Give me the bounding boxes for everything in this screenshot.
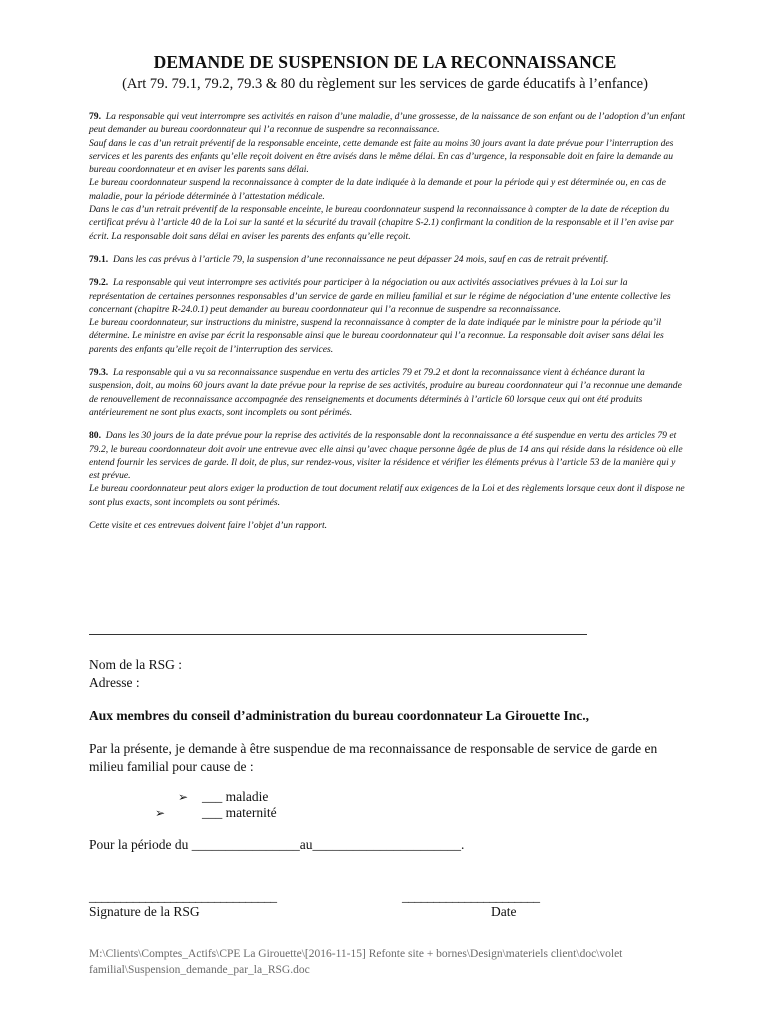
- article-79-1: [89, 253, 685, 266]
- article-79: [89, 110, 685, 243]
- article-text: La responsable qui veut interrompre ses activités en raison d’une maladie, d’une grossesse, de la naissance de son enfant ou de l’adoption d’un enfant peut demander au bureau coordonnateur qui l’a reconnue de suspendre sa reconnaissance.: [89, 111, 685, 136]
- file-path-footer: M:\Clients\Comptes_Actifs\CPE La Girouette\[2016-11-15] Refonte site + bornes\Design\materiels client\doc\volet familial\Suspension_demande_par_la_RSG.doc: [89, 948, 623, 976]
- option-maladie[interactable]: ___ maladie: [202, 789, 269, 804]
- article-number: 79.1.: [89, 253, 109, 265]
- article-text: Dans les 30 jours de la date prévue pour la reprise des activités de la responsable dont la reconnaissance a été suspendue en vertu des articles 79 et 79.2, le bureau coordonnateur doit avoir une entrevue avec elle ainsi qu’avec chaque personne âgée de plus de 14 ans qui réside dans la résidence où elle entend fournir les services de garde. Il doit, de plus, sur rendez-vous, visiter la résidence et vérifier les éléments prévus à l’article 53 de la manière qui y est prévue.: [89, 430, 683, 482]
- adresse-label: Adresse :: [89, 675, 140, 690]
- signature-label: Signature de la RSG: [89, 904, 200, 919]
- article-text: Dans les cas prévus à l’article 79, la suspension d’une reconnaissance ne peut dépasser 24 mois, sauf en cas de retrait préventif.: [112, 253, 609, 265]
- document-title: DEMANDE DE SUSPENSION DE LA RECONNAISSANCE: [153, 52, 617, 72]
- nom-rsg-label: Nom de la RSG :: [89, 657, 182, 672]
- article-number: 80.: [89, 430, 101, 442]
- arrow-bullet-icon: ➢: [178, 790, 189, 804]
- regulation-excerpt: [89, 110, 685, 542]
- article-79-2: [89, 276, 685, 356]
- signature-field[interactable]: ______________________________: [89, 889, 277, 904]
- date-label: Date: [491, 904, 517, 919]
- article-text: Le bureau coordonnateur peut alors exiger la production de tout document relatif aux exigences de la Loi et des règlements lorsque ceux dont il dispose ne sont plus exacts, sont incomplets ou sont périmés.: [89, 483, 685, 508]
- article-text: Le bureau coordonnateur suspend la reconnaissance à compter de la date indiquée à la demande et pour la période qui y est déterminée ou, en cas de maladie, pour la période déterminée à l’attestation médicale.: [89, 177, 666, 202]
- article-80: [89, 429, 685, 509]
- closing-note: Cette visite et ces entrevues doivent faire l’objet d’un rapport.: [89, 520, 328, 532]
- addressee-line: Aux membres du conseil d’administration du bureau coordonnateur La Girouette Inc.,: [89, 708, 590, 723]
- request-paragraph: Par la présente, je demande à être suspendue de ma reconnaissance de responsable de service de garde en milieu familial pour cause de :: [89, 741, 658, 774]
- period-line[interactable]: Pour la période du ________________au______________________.: [89, 837, 465, 852]
- option-maternite[interactable]: ___ maternité: [202, 805, 277, 820]
- article-text: Sauf dans le cas d’un retrait préventif de la responsable enceinte, cette demande est faite au moins 30 jours avant la date prévue pour l’interruption des services et les parents des enfants qu’elle reçoit doivent en être avisés dans le même délai. En cas d’urgence, la responsable doit en faire la demande au bureau coordonnateur et en aviser les parents sans délai.: [89, 137, 674, 176]
- article-79-3: [89, 366, 685, 419]
- article-text: Le bureau coordonnateur, sur instructions du ministre, suspend la reconnaissance à compter de la date indiquée par le ministre pour la période qu’il détermine. Le ministre en avise par écrit la responsable ainsi que le bureau coordonnateur qui l’a reconnue. La responsable doit aviser sans délai les parents des enfants qu’elle reçoit de l’interruption des services.: [89, 317, 664, 355]
- article-number: 79.: [89, 111, 101, 122]
- separator-line: [89, 634, 587, 635]
- article-number: 79.3.: [89, 367, 109, 379]
- article-number: 79.2.: [89, 277, 109, 289]
- article-text: Dans le cas d’un retrait préventif de la responsable enceinte, le bureau coordonnateur suspend la reconnaissance à compter de la date de réception du certificat prévu à l’article 40 de la Loi sur la santé et la sécurité du travail (chapitre S-2.1) confirmant la condition de la responsable et il l’en avise par écrit. La responsable doit sans délai en aviser les parents des enfants qu’elle reçoit.: [89, 204, 674, 242]
- article-text: La responsable qui veut interrompre ses activités pour participer à la négociation ou aux activités associatives prévues à la Loi sur la représentation de certaines personnes responsables d’un service de garde en milieu familial et sur le régime de négociation d’une entente collective les concernant (chapitre R-24.0.1) peut demander au bureau coordonnateur qui l’a reconnue de suspendre sa reconnaissance.: [89, 277, 671, 315]
- date-field[interactable]: ______________________: [402, 889, 540, 904]
- article-text: La responsable qui a vu sa reconnaissance suspendue en vertu des articles 79 et 79.2 et dont la reconnaissance vient à échéance durant la suspension, doit, au moins 60 jours avant la date prévue pour la reprise de ses activités, produire au bureau coordonnateur qui l’a reconnue une demande de renouvellement de reconnaissance accompagnée des renseignements et documents déterminés à l’article 60 lorsque ceux qui ont été produits antérieurement ne sont plus exacts, sont incomplets ou sont périmés.: [89, 367, 682, 418]
- document-subtitle: (Art 79. 79.1, 79.2, 79.3 & 80 du règlement sur les services de garde éducatifs à l’enfance): [122, 76, 648, 92]
- arrow-bullet-icon: ➢: [155, 806, 166, 820]
